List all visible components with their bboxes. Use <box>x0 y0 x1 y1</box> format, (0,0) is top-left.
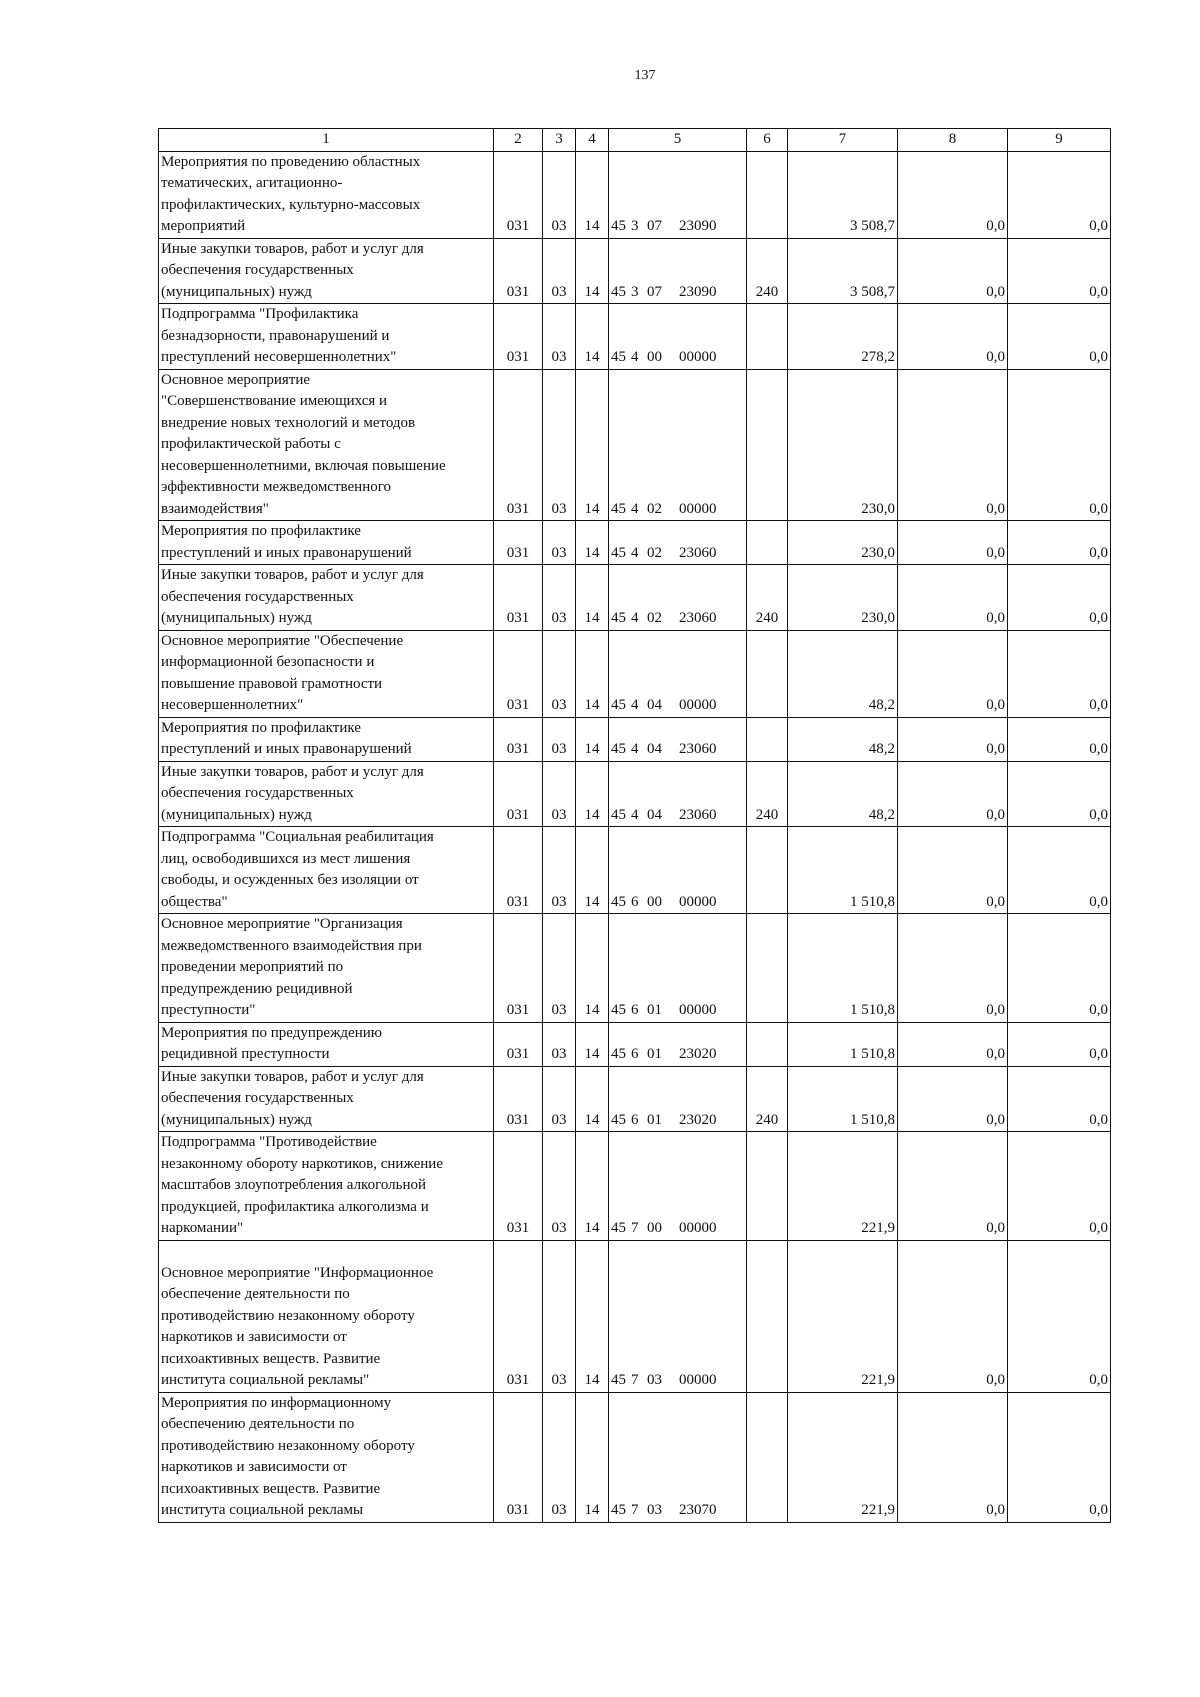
csr-measure: 00 <box>647 893 662 910</box>
row-name-line: противодействию незаконному обороту <box>161 1437 415 1454</box>
csr-measure: 00 <box>647 1220 662 1236</box>
ministry-code-cell: 031 <box>494 1240 543 1392</box>
row-name-line: профилактической работы с <box>161 436 341 452</box>
amount-cell-9: 0,0 <box>1008 1392 1111 1522</box>
row-name-line: Иные закупки товаров, работ и услуг для <box>161 567 424 583</box>
section-code-cell: 03 <box>543 1132 576 1241</box>
row-name-line: Мероприятия по профилактике <box>161 523 361 539</box>
ministry-code-cell: 031 <box>494 1066 543 1132</box>
subsection-code-cell: 14 <box>576 238 609 304</box>
row-name-line: тематических, агитационно- <box>161 175 343 191</box>
expense-type-cell: 240 <box>747 238 788 304</box>
csr-program: 45 <box>611 218 626 234</box>
header-cell: 2 <box>494 129 543 152</box>
ministry-code-cell: 031 <box>494 565 543 631</box>
section-code-cell: 03 <box>543 151 576 238</box>
csr-program: 45 <box>611 610 626 626</box>
amount-cell-9: 0,0 <box>1008 1066 1111 1132</box>
target-article-cell <box>609 1132 747 1241</box>
csr-program: 45 <box>611 1502 626 1518</box>
csr-subprogram: 6 <box>631 1002 639 1018</box>
csr-measure: 00 <box>647 349 662 365</box>
amount-cell-7: 278,2 <box>788 304 898 370</box>
csr-measure: 02 <box>647 610 662 626</box>
csr-measure: 04 <box>647 697 662 713</box>
csr-measure: 01 <box>647 1111 662 1128</box>
amount-cell-7: 1 510,8 <box>788 827 898 914</box>
budget-table <box>158 128 1111 1523</box>
row-name-line: преступности" <box>161 1002 256 1018</box>
table-row <box>159 1240 1111 1392</box>
amount-cell-7: 221,9 <box>788 1240 898 1392</box>
row-name-cell <box>159 1392 494 1522</box>
subsection-code-cell: 14 <box>576 1022 609 1066</box>
expense-type-cell <box>747 1132 788 1241</box>
header-cell: 9 <box>1008 129 1111 152</box>
amount-cell-7: 48,2 <box>788 717 898 761</box>
target-article-cell <box>609 1066 747 1132</box>
csr-direction: 23060 <box>679 741 717 757</box>
csr-measure: 03 <box>647 1502 662 1518</box>
csr-direction: 00000 <box>679 1372 717 1388</box>
target-article-cell <box>609 521 747 565</box>
amount-cell-9: 0,0 <box>1008 761 1111 827</box>
amount-cell-7: 48,2 <box>788 630 898 717</box>
amount-cell-8: 0,0 <box>898 521 1008 565</box>
row-name-line: проведении мероприятий по <box>161 959 344 975</box>
expense-type-cell <box>747 914 788 1023</box>
section-code-cell: 03 <box>543 914 576 1023</box>
subsection-code-cell: 14 <box>576 521 609 565</box>
csr-subprogram: 7 <box>631 1502 639 1518</box>
row-name-line: обеспечения государственных <box>161 1090 354 1106</box>
expense-type-cell: 240 <box>747 1066 788 1132</box>
csr-subprogram: 4 <box>631 544 639 561</box>
target-article-cell <box>609 304 747 370</box>
row-name-line: предупреждению рецидивной <box>161 980 353 997</box>
amount-cell-7: 230,0 <box>788 521 898 565</box>
row-name-line: "Совершенствование имеющихся и <box>161 393 388 409</box>
amount-cell-8: 0,0 <box>898 914 1008 1023</box>
section-code-cell: 03 <box>543 1066 576 1132</box>
target-article-cell <box>609 238 747 304</box>
table-row <box>159 630 1111 717</box>
amount-cell-8: 0,0 <box>898 827 1008 914</box>
ministry-code-cell: 031 <box>494 1392 543 1522</box>
target-article-cell <box>609 827 747 914</box>
amount-cell-9: 0,0 <box>1008 630 1111 717</box>
csr-subprogram: 4 <box>631 741 639 757</box>
amount-cell-8: 0,0 <box>898 304 1008 370</box>
csr-program: 45 <box>611 697 626 713</box>
amount-cell-7: 230,0 <box>788 565 898 631</box>
row-name-cell <box>159 1022 494 1066</box>
csr-subprogram: 4 <box>631 697 639 713</box>
ministry-code-cell: 031 <box>494 630 543 717</box>
csr-program: 45 <box>611 806 626 823</box>
row-name-cell <box>159 717 494 761</box>
csr-subprogram: 4 <box>631 500 639 517</box>
row-name-line: межведомственного взаимодействия при <box>161 937 422 954</box>
section-code-cell: 03 <box>543 565 576 631</box>
row-name-line: Подпрограмма "Профилактика <box>161 306 359 322</box>
table-row <box>159 1392 1111 1522</box>
csr-program: 45 <box>611 741 626 757</box>
subsection-code-cell: 14 <box>576 761 609 827</box>
amount-cell-9: 0,0 <box>1008 1022 1111 1066</box>
row-name-line: психоактивных веществ. Развитие <box>161 1480 381 1497</box>
amount-cell-8: 0,0 <box>898 565 1008 631</box>
csr-measure: 01 <box>647 1046 662 1062</box>
table-row <box>159 914 1111 1023</box>
row-name-line: обеспечения государственных <box>161 785 354 801</box>
expense-type-cell: 240 <box>747 761 788 827</box>
csr-direction: 23060 <box>679 806 717 823</box>
row-name-line: Подпрограмма "Социальная реабилитация <box>161 829 434 845</box>
row-name-cell <box>159 630 494 717</box>
row-name-line: лиц, освободившихся из мест лишения <box>161 850 411 867</box>
section-code-cell: 03 <box>543 238 576 304</box>
row-name-line: Мероприятия по проведению областных <box>161 153 421 170</box>
section-code-cell: 03 <box>543 304 576 370</box>
csr-subprogram: 6 <box>631 1046 639 1062</box>
target-article-cell <box>609 1022 747 1066</box>
amount-cell-7: 230,0 <box>788 369 898 521</box>
csr-measure: 04 <box>647 806 662 823</box>
csr-program: 45 <box>611 1372 626 1388</box>
amount-cell-9: 0,0 <box>1008 914 1111 1023</box>
row-name-line: внедрение новых технологий и методов <box>161 414 416 431</box>
row-name-cell <box>159 565 494 631</box>
csr-measure: 07 <box>647 218 662 234</box>
expense-type-cell <box>747 1240 788 1392</box>
amount-cell-8: 0,0 <box>898 1240 1008 1392</box>
row-name-line: (муниципальных) нужд <box>161 1111 312 1128</box>
expense-type-cell <box>747 304 788 370</box>
csr-direction: 23090 <box>679 283 717 300</box>
csr-program: 45 <box>611 893 626 910</box>
table-row <box>159 1022 1111 1066</box>
csr-program: 45 <box>611 1111 626 1128</box>
csr-subprogram: 3 <box>631 283 639 300</box>
row-name-line: Иные закупки товаров, работ и услуг для <box>161 763 424 780</box>
csr-measure: 01 <box>647 1002 662 1018</box>
ministry-code-cell: 031 <box>494 1132 543 1241</box>
csr-measure: 02 <box>647 500 662 517</box>
table-row <box>159 304 1111 370</box>
ministry-code-cell: 031 <box>494 914 543 1023</box>
csr-program: 45 <box>611 500 626 517</box>
row-name-cell <box>159 238 494 304</box>
row-name-line: Подпрограмма "Противодействие <box>161 1134 377 1150</box>
amount-cell-7: 221,9 <box>788 1392 898 1522</box>
expense-type-cell: 240 <box>747 565 788 631</box>
csr-direction: 00000 <box>679 349 717 365</box>
row-name-line: преступлений и иных правонарушений <box>161 544 412 561</box>
subsection-code-cell: 14 <box>576 1066 609 1132</box>
csr-direction: 23060 <box>679 544 717 561</box>
amount-cell-9: 0,0 <box>1008 304 1111 370</box>
csr-program: 45 <box>611 1046 626 1062</box>
ministry-code-cell: 031 <box>494 369 543 521</box>
amount-cell-8: 0,0 <box>898 1066 1008 1132</box>
table-body <box>159 151 1111 1522</box>
csr-subprogram: 7 <box>631 1372 639 1388</box>
target-article-cell <box>609 369 747 521</box>
expense-type-cell <box>747 151 788 238</box>
row-name-line: Основное мероприятие "Организация <box>161 916 403 932</box>
subsection-code-cell: 14 <box>576 827 609 914</box>
row-name-line: Иные закупки товаров, работ и услуг для <box>161 240 424 257</box>
section-code-cell: 03 <box>543 1240 576 1392</box>
amount-cell-8: 0,0 <box>898 717 1008 761</box>
header-cell: 5 <box>609 129 747 152</box>
amount-cell-9: 0,0 <box>1008 1132 1111 1241</box>
header-cell: 4 <box>576 129 609 152</box>
row-name-line: Основное мероприятие "Информационное <box>161 1264 434 1281</box>
row-name-cell <box>159 914 494 1023</box>
amount-cell-8: 0,0 <box>898 238 1008 304</box>
row-name-line: незаконному обороту наркотиков, снижение <box>161 1155 443 1172</box>
csr-direction: 00000 <box>679 500 717 517</box>
subsection-code-cell: 14 <box>576 1392 609 1522</box>
csr-subprogram: 4 <box>631 806 639 823</box>
ministry-code-cell: 031 <box>494 827 543 914</box>
csr-subprogram: 7 <box>631 1220 639 1236</box>
amount-cell-8: 0,0 <box>898 630 1008 717</box>
amount-cell-7: 3 508,7 <box>788 238 898 304</box>
amount-cell-8: 0,0 <box>898 151 1008 238</box>
row-name-cell <box>159 1066 494 1132</box>
row-name-line: обеспечению деятельности по <box>161 1416 355 1432</box>
amount-cell-8: 0,0 <box>898 761 1008 827</box>
table-row <box>159 151 1111 238</box>
expense-type-cell <box>747 717 788 761</box>
csr-direction: 23020 <box>679 1046 717 1062</box>
row-name-line: наркомании" <box>161 1220 244 1236</box>
table-row <box>159 717 1111 761</box>
expense-type-cell <box>747 1392 788 1522</box>
row-name-line: взаимодействия" <box>161 500 269 517</box>
amount-cell-8: 0,0 <box>898 369 1008 521</box>
table-row <box>159 761 1111 827</box>
row-name-line: наркотиков и зависимости от <box>161 1329 347 1345</box>
row-name-cell <box>159 1132 494 1241</box>
csr-direction: 23090 <box>679 218 717 234</box>
table-row <box>159 521 1111 565</box>
target-article-cell <box>609 761 747 827</box>
row-name-line: Основное мероприятие <box>161 371 311 388</box>
row-name-line: эффективности межведомственного <box>161 479 392 495</box>
csr-direction: 00000 <box>679 1002 717 1018</box>
expense-type-cell <box>747 630 788 717</box>
row-name-line: несовершеннолетними, включая повышение <box>161 457 446 474</box>
row-name-line: профилактических, культурно-массовых <box>161 196 421 213</box>
header-cell: 1 <box>159 129 494 152</box>
row-name-line: повышение правовой грамотности <box>161 675 383 692</box>
row-name-cell <box>159 521 494 565</box>
csr-subprogram: 4 <box>631 610 639 626</box>
subsection-code-cell: 14 <box>576 565 609 631</box>
csr-measure: 02 <box>647 544 662 561</box>
row-name-line: продукцией, профилактика алкоголизма и <box>161 1198 429 1215</box>
row-name-cell <box>159 304 494 370</box>
row-name-line: обеспечения государственных <box>161 588 354 605</box>
subsection-code-cell: 14 <box>576 1240 609 1392</box>
csr-direction: 00000 <box>679 697 717 713</box>
row-name-line: Мероприятия по информационному <box>161 1394 392 1411</box>
amount-cell-9: 0,0 <box>1008 151 1111 238</box>
amount-cell-9: 0,0 <box>1008 369 1111 521</box>
row-name-line: института социальной рекламы" <box>161 1372 370 1388</box>
section-code-cell: 03 <box>543 717 576 761</box>
csr-program: 45 <box>611 349 626 365</box>
subsection-code-cell: 14 <box>576 630 609 717</box>
row-name-line: безнадзорности, правонарушений и <box>161 327 390 344</box>
csr-direction: 23070 <box>679 1502 717 1518</box>
csr-measure: 04 <box>647 741 662 757</box>
ministry-code-cell: 031 <box>494 238 543 304</box>
row-name-line: Мероприятия по предупреждению <box>161 1024 382 1041</box>
table-row <box>159 565 1111 631</box>
amount-cell-7: 1 510,8 <box>788 1066 898 1132</box>
expense-type-cell <box>747 1022 788 1066</box>
amount-cell-7: 221,9 <box>788 1132 898 1241</box>
expense-type-cell <box>747 369 788 521</box>
target-article-cell <box>609 565 747 631</box>
row-name-line: общества" <box>161 893 228 910</box>
table-row <box>159 1066 1111 1132</box>
csr-subprogram: 6 <box>631 1111 639 1128</box>
amount-cell-9: 0,0 <box>1008 565 1111 631</box>
amount-cell-7: 1 510,8 <box>788 1022 898 1066</box>
expense-type-cell <box>747 827 788 914</box>
row-name-line: Иные закупки товаров, работ и услуг для <box>161 1068 424 1085</box>
csr-subprogram: 4 <box>631 349 639 365</box>
row-name-line: рецидивной преступности <box>161 1046 330 1062</box>
amount-cell-8: 0,0 <box>898 1022 1008 1066</box>
csr-program: 45 <box>611 283 626 300</box>
table-row <box>159 238 1111 304</box>
csr-measure: 03 <box>647 1372 662 1388</box>
ministry-code-cell: 031 <box>494 521 543 565</box>
row-name-line: преступлений и иных правонарушений <box>161 741 412 757</box>
row-name-line: Мероприятия по профилактике <box>161 719 361 736</box>
section-code-cell: 03 <box>543 1022 576 1066</box>
row-name-line: наркотиков и зависимости от <box>161 1459 347 1475</box>
subsection-code-cell: 14 <box>576 151 609 238</box>
row-name-line: преступлений несовершеннолетних" <box>161 349 397 365</box>
section-code-cell: 03 <box>543 827 576 914</box>
subsection-code-cell: 14 <box>576 914 609 1023</box>
csr-direction: 23020 <box>679 1111 717 1128</box>
csr-subprogram: 6 <box>631 893 639 910</box>
row-name-cell <box>159 369 494 521</box>
subsection-code-cell: 14 <box>576 304 609 370</box>
target-article-cell <box>609 1392 747 1522</box>
row-name-line: несовершеннолетних" <box>161 697 304 713</box>
row-name-line: (муниципальных) нужд <box>161 806 312 823</box>
row-name-line: (муниципальных) нужд <box>161 283 312 300</box>
amount-cell-8: 0,0 <box>898 1132 1008 1241</box>
subsection-code-cell: 14 <box>576 1132 609 1241</box>
header-row <box>159 129 1111 152</box>
amount-cell-9: 0,0 <box>1008 521 1111 565</box>
header-cell: 3 <box>543 129 576 152</box>
csr-measure: 07 <box>647 283 662 300</box>
amount-cell-7: 48,2 <box>788 761 898 827</box>
row-name-cell <box>159 151 494 238</box>
csr-direction: 00000 <box>679 1220 717 1236</box>
header-cell: 8 <box>898 129 1008 152</box>
amount-cell-9: 0,0 <box>1008 827 1111 914</box>
amount-cell-8: 0,0 <box>898 1392 1008 1522</box>
table-row <box>159 369 1111 521</box>
target-article-cell <box>609 717 747 761</box>
row-name-line: института социальной рекламы <box>161 1502 364 1518</box>
page-number: 137 <box>634 68 656 83</box>
csr-direction: 00000 <box>679 893 717 910</box>
ministry-code-cell: 031 <box>494 761 543 827</box>
ministry-code-cell: 031 <box>494 717 543 761</box>
ministry-code-cell: 031 <box>494 1022 543 1066</box>
target-article-cell <box>609 630 747 717</box>
row-name-line: Основное мероприятие "Обеспечение <box>161 632 404 649</box>
header-cell: 6 <box>747 129 788 152</box>
subsection-code-cell: 14 <box>576 717 609 761</box>
row-name-line: информационной безопасности и <box>161 654 375 670</box>
table-row <box>159 827 1111 914</box>
amount-cell-7: 3 508,7 <box>788 151 898 238</box>
row-name-cell <box>159 827 494 914</box>
csr-program: 45 <box>611 544 626 561</box>
table-row <box>159 1132 1111 1241</box>
row-name-line: противодействию незаконному обороту <box>161 1307 415 1324</box>
csr-direction: 23060 <box>679 610 717 626</box>
row-name-line: (муниципальных) нужд <box>161 610 312 626</box>
amount-cell-9: 0,0 <box>1008 238 1111 304</box>
csr-program: 45 <box>611 1220 626 1236</box>
subsection-code-cell: 14 <box>576 369 609 521</box>
section-code-cell: 03 <box>543 369 576 521</box>
section-code-cell: 03 <box>543 630 576 717</box>
row-name-line: масштабов злоупотребления алкогольной <box>161 1177 427 1193</box>
row-name-line: психоактивных веществ. Развитие <box>161 1350 381 1367</box>
section-code-cell: 03 <box>543 761 576 827</box>
target-article-cell <box>609 1240 747 1392</box>
row-name-cell <box>159 1240 494 1392</box>
csr-program: 45 <box>611 1002 626 1018</box>
row-name-line: мероприятий <box>161 218 246 234</box>
csr-subprogram: 3 <box>631 218 639 234</box>
ministry-code-cell: 031 <box>494 151 543 238</box>
amount-cell-7: 1 510,8 <box>788 914 898 1023</box>
header-cell: 7 <box>788 129 898 152</box>
target-article-cell <box>609 151 747 238</box>
ministry-code-cell: 031 <box>494 304 543 370</box>
row-name-line: свободы, и осужденных без изоляции от <box>161 872 419 888</box>
row-name-line: обеспечения государственных <box>161 262 354 278</box>
row-name-cell <box>159 761 494 827</box>
section-code-cell: 03 <box>543 1392 576 1522</box>
expense-type-cell <box>747 521 788 565</box>
row-name-line: обеспечение деятельности по <box>161 1286 350 1302</box>
target-article-cell <box>609 914 747 1023</box>
amount-cell-9: 0,0 <box>1008 1240 1111 1392</box>
amount-cell-9: 0,0 <box>1008 717 1111 761</box>
section-code-cell: 03 <box>543 521 576 565</box>
